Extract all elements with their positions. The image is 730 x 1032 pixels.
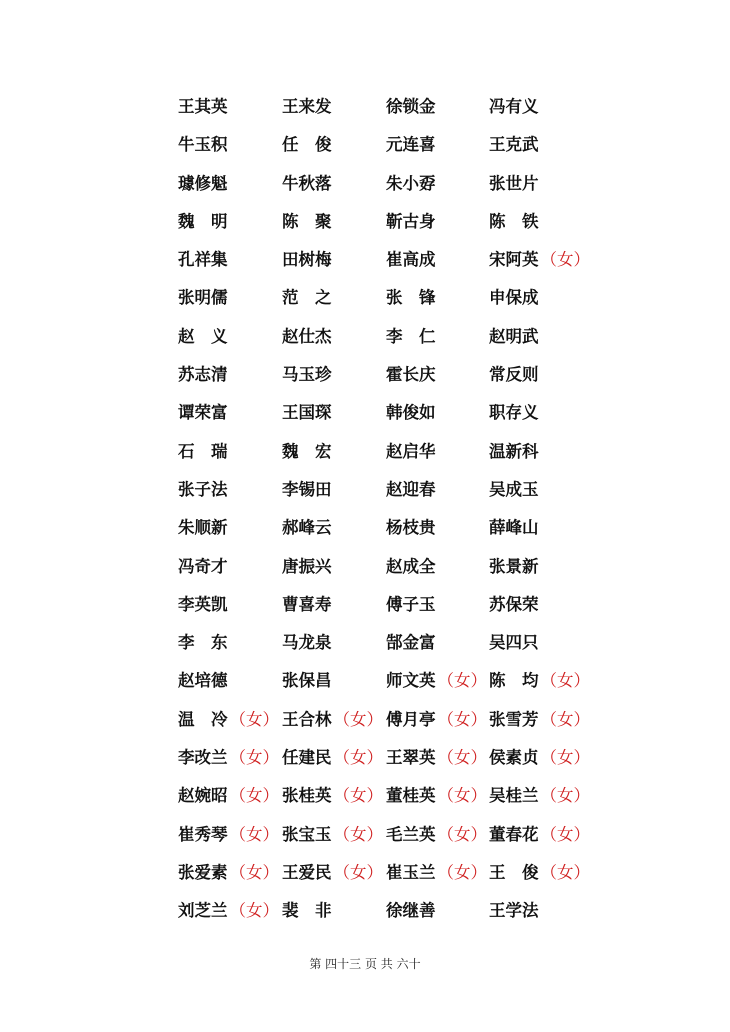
female-marker: （女）	[229, 709, 279, 729]
name-entry	[178, 513, 228, 543]
person-name: 韩俊如	[386, 403, 436, 423]
name-entry	[178, 360, 228, 390]
name-entry	[282, 896, 332, 926]
name-entry	[489, 92, 539, 122]
name-row	[178, 552, 598, 590]
person-name: 陈 聚	[282, 211, 332, 231]
name-entry	[282, 207, 332, 237]
person-name: 王国琛	[282, 403, 332, 423]
person-name: 崔玉兰	[386, 862, 436, 882]
name-entry	[386, 92, 436, 122]
person-name: 魏 明	[178, 211, 228, 231]
name-entry	[386, 896, 436, 926]
name-list	[178, 92, 598, 935]
name-entry	[386, 858, 487, 888]
person-name: 傅月亭	[386, 709, 436, 729]
person-name: 张宝玉	[282, 824, 332, 844]
name-entry	[178, 322, 228, 352]
name-row	[178, 820, 598, 858]
person-name: 郜金富	[386, 633, 436, 653]
name-entry	[386, 207, 436, 237]
name-entry	[489, 207, 539, 237]
person-name: 王爱民	[282, 862, 332, 882]
name-entry	[386, 781, 487, 811]
name-entry	[282, 475, 332, 505]
female-marker: （女）	[540, 709, 590, 729]
name-entry	[178, 207, 228, 237]
person-name: 张景新	[489, 556, 539, 576]
female-marker: （女）	[540, 786, 590, 806]
person-name: 王 俊	[489, 862, 539, 882]
name-entry	[489, 628, 539, 658]
name-entry	[386, 360, 436, 390]
person-name: 田树梅	[282, 250, 332, 270]
name-entry	[282, 781, 383, 811]
person-name: 任建民	[282, 748, 332, 768]
name-entry	[489, 858, 590, 888]
person-name: 朱顺新	[178, 518, 228, 538]
name-entry	[386, 322, 436, 352]
person-name: 陈 均	[489, 671, 539, 691]
female-marker: （女）	[540, 671, 590, 691]
person-name: 张子法	[178, 479, 228, 499]
name-row	[178, 705, 598, 743]
person-name: 元连喜	[386, 135, 436, 155]
name-entry	[489, 513, 539, 543]
person-name: 曹喜寿	[282, 594, 332, 614]
name-row	[178, 322, 598, 360]
person-name: 任 俊	[282, 135, 332, 155]
name-entry	[489, 283, 539, 313]
name-entry	[489, 245, 590, 275]
person-name: 赵婉昭	[178, 786, 228, 806]
name-entry	[282, 858, 383, 888]
person-name: 赵迎春	[386, 479, 436, 499]
name-entry	[489, 820, 590, 850]
name-entry	[489, 781, 590, 811]
name-entry	[178, 820, 279, 850]
name-entry	[489, 398, 539, 428]
name-entry	[178, 858, 279, 888]
name-row	[178, 169, 598, 207]
person-name: 唐振兴	[282, 556, 332, 576]
person-name: 冯奇才	[178, 556, 228, 576]
person-name: 裴 非	[282, 901, 332, 921]
person-name: 毛兰英	[386, 824, 436, 844]
name-entry	[386, 130, 436, 160]
person-name: 靳古身	[386, 211, 436, 231]
person-name: 赵仕杰	[282, 326, 332, 346]
female-marker: （女）	[229, 786, 279, 806]
name-entry	[386, 169, 436, 199]
person-name: 董春花	[489, 824, 539, 844]
female-marker: （女）	[333, 862, 383, 882]
name-entry	[282, 437, 332, 467]
name-entry	[386, 283, 436, 313]
name-entry	[178, 590, 228, 620]
name-entry	[178, 552, 228, 582]
name-entry	[386, 590, 436, 620]
person-name: 常反则	[489, 365, 539, 385]
person-name: 师文英	[386, 671, 436, 691]
name-entry	[178, 475, 228, 505]
name-entry	[386, 398, 436, 428]
person-name: 郝峰云	[282, 518, 332, 538]
name-row	[178, 475, 598, 513]
name-entry	[178, 245, 228, 275]
name-entry	[386, 628, 436, 658]
person-name: 傅子玉	[386, 594, 436, 614]
person-name: 范 之	[282, 288, 332, 308]
name-entry	[178, 743, 279, 773]
person-name: 魏 宏	[282, 441, 332, 461]
name-row	[178, 398, 598, 436]
name-entry	[178, 169, 228, 199]
person-name: 张世片	[489, 173, 539, 193]
person-name: 杨枝贵	[386, 518, 436, 538]
name-row	[178, 437, 598, 475]
person-name: 温新科	[489, 441, 539, 461]
female-marker: （女）	[437, 862, 487, 882]
name-row	[178, 858, 598, 896]
female-marker: （女）	[540, 748, 590, 768]
person-name: 马龙泉	[282, 633, 332, 653]
female-marker: （女）	[333, 709, 383, 729]
person-name: 徐锁金	[386, 97, 436, 116]
person-name: 王学法	[489, 901, 539, 921]
person-name: 李 仁	[386, 326, 436, 346]
name-row	[178, 92, 598, 130]
name-entry	[489, 666, 590, 696]
person-name: 吴成玉	[489, 479, 539, 499]
person-name: 王合林	[282, 709, 332, 729]
person-name: 苏志清	[178, 365, 228, 385]
name-entry	[282, 552, 332, 582]
name-entry	[489, 743, 590, 773]
person-name: 职存义	[489, 403, 539, 423]
person-name: 石 瑞	[178, 441, 228, 461]
female-marker: （女）	[437, 748, 487, 768]
name-row	[178, 743, 598, 781]
person-name: 崔秀琴	[178, 824, 228, 844]
name-entry	[386, 513, 436, 543]
name-row	[178, 513, 598, 551]
name-entry	[178, 283, 228, 313]
name-entry	[178, 628, 228, 658]
name-entry	[282, 322, 332, 352]
name-row	[178, 781, 598, 819]
person-name: 吴四只	[489, 633, 539, 653]
person-name: 苏保荣	[489, 594, 539, 614]
person-name: 董桂英	[386, 786, 436, 806]
name-entry	[282, 283, 332, 313]
person-name: 吴桂兰	[489, 786, 539, 806]
name-entry	[282, 628, 332, 658]
person-name: 赵培德	[178, 671, 228, 691]
female-marker: （女）	[229, 748, 279, 768]
female-marker: （女）	[437, 786, 487, 806]
name-row	[178, 628, 598, 666]
name-entry	[282, 590, 332, 620]
name-row	[178, 896, 598, 934]
person-name: 张雪芳	[489, 709, 539, 729]
person-name: 徐继善	[386, 901, 436, 921]
person-name: 申保成	[489, 288, 539, 308]
person-name: 赵启华	[386, 441, 436, 461]
person-name: 王克武	[489, 135, 539, 155]
name-entry	[386, 820, 487, 850]
person-name: 谭荣富	[178, 403, 228, 423]
name-entry	[282, 666, 332, 696]
name-entry	[282, 513, 332, 543]
name-row	[178, 130, 598, 168]
person-name: 牛秋落	[282, 173, 332, 193]
name-entry	[386, 705, 487, 735]
name-entry	[489, 590, 539, 620]
female-marker: （女）	[333, 748, 383, 768]
name-entry	[178, 666, 228, 696]
name-entry	[489, 360, 539, 390]
name-entry	[282, 92, 332, 122]
name-entry	[178, 896, 279, 926]
name-row	[178, 360, 598, 398]
name-entry	[282, 360, 332, 390]
name-entry	[489, 705, 590, 735]
name-entry	[282, 169, 332, 199]
name-entry	[282, 245, 332, 275]
person-name: 李 东	[178, 633, 228, 653]
person-name: 张保昌	[282, 671, 332, 691]
name-entry	[489, 130, 539, 160]
name-entry	[386, 743, 487, 773]
person-name: 张爱素	[178, 862, 228, 882]
female-marker: （女）	[540, 824, 590, 844]
person-name: 薛峰山	[489, 518, 539, 538]
person-name: 李改兰	[178, 748, 228, 768]
person-name: 侯素贞	[489, 748, 539, 768]
name-entry	[178, 437, 228, 467]
person-name: 赵明武	[489, 326, 539, 346]
name-entry	[282, 398, 332, 428]
female-marker: （女）	[540, 862, 590, 882]
person-name: 赵成全	[386, 556, 436, 576]
name-entry	[386, 552, 436, 582]
name-entry	[489, 437, 539, 467]
name-entry	[178, 130, 228, 160]
page-footer: 第 四十三 页 共 六十	[309, 957, 421, 971]
name-entry	[282, 705, 383, 735]
name-entry	[178, 92, 228, 122]
name-entry	[489, 169, 539, 199]
person-name: 刘芝兰	[178, 901, 228, 921]
person-name: 牛玉积	[178, 135, 228, 155]
name-row	[178, 245, 598, 283]
person-name: 孔祥集	[178, 250, 228, 270]
name-entry	[386, 245, 436, 275]
name-row	[178, 590, 598, 628]
name-entry	[178, 398, 228, 428]
female-marker: （女）	[437, 824, 487, 844]
female-marker: （女）	[229, 862, 279, 882]
name-row	[178, 207, 598, 245]
name-entry	[282, 130, 332, 160]
name-row	[178, 283, 598, 321]
name-entry	[282, 743, 383, 773]
person-name: 陈 铁	[489, 211, 539, 231]
person-name: 冯有义	[489, 97, 539, 116]
person-name: 王来发	[282, 97, 332, 116]
person-name: 璩修魁	[178, 173, 228, 193]
name-entry	[489, 322, 539, 352]
female-marker: （女）	[540, 250, 590, 270]
name-entry	[386, 666, 487, 696]
person-name: 温 冷	[178, 709, 228, 729]
person-name: 王翠英	[386, 748, 436, 768]
name-entry	[282, 820, 383, 850]
female-marker: （女）	[437, 709, 487, 729]
person-name: 张明儒	[178, 288, 228, 308]
name-entry	[386, 437, 436, 467]
name-entry	[386, 475, 436, 505]
name-entry	[489, 552, 539, 582]
female-marker: （女）	[333, 786, 383, 806]
name-entry	[178, 705, 279, 735]
female-marker: （女）	[333, 824, 383, 844]
name-entry	[178, 781, 279, 811]
name-entry	[489, 896, 539, 926]
person-name: 霍长庆	[386, 365, 436, 385]
female-marker: （女）	[229, 901, 279, 921]
person-name: 李锡田	[282, 479, 332, 499]
female-marker: （女）	[437, 671, 487, 691]
name-row	[178, 666, 598, 704]
name-entry	[489, 475, 539, 505]
person-name: 张 锋	[386, 288, 436, 308]
person-name: 王其英	[178, 97, 228, 116]
person-name: 李英凯	[178, 594, 228, 614]
person-name: 朱小孬	[386, 173, 436, 193]
person-name: 马玉珍	[282, 365, 332, 385]
person-name: 张桂英	[282, 786, 332, 806]
person-name: 赵 义	[178, 326, 228, 346]
female-marker: （女）	[229, 824, 279, 844]
person-name: 宋阿英	[489, 250, 539, 270]
person-name: 崔高成	[386, 250, 436, 270]
